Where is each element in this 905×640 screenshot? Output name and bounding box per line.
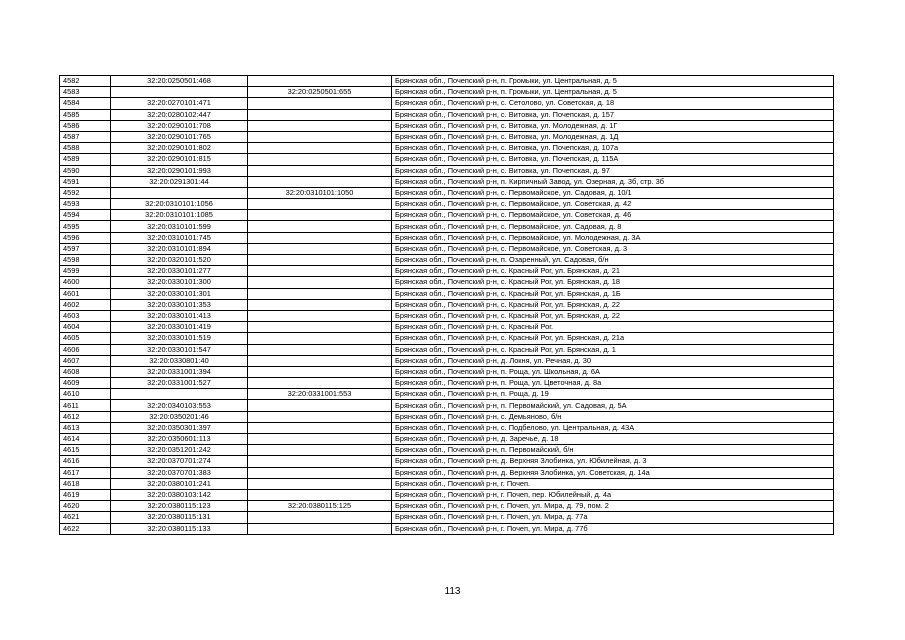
- row-number-cell: 4600: [60, 277, 111, 288]
- secondary-cadastral-number-cell: [248, 199, 392, 210]
- cadastral-number-cell: 32:20:0290101:815: [111, 154, 248, 165]
- cadastral-number-cell: 32:20:0330101:301: [111, 288, 248, 299]
- secondary-cadastral-number-cell: [248, 109, 392, 120]
- address-cell: Брянская обл., Почепский р-н, п. Роща, ул. Школьная, д. 6А: [392, 366, 834, 377]
- table-row: [60, 143, 834, 154]
- row-number-cell: 4621: [60, 512, 111, 523]
- address-cell: Брянская обл., Почепский р-н, с. Красный Рог, ул. Брянская, д. 18: [392, 277, 834, 288]
- secondary-cadastral-number-cell: [248, 76, 392, 87]
- address-cell: Брянская обл., Почепский р-н, с. Витовка, ул. Молодежная, д. 1Г: [392, 120, 834, 131]
- table-row: [60, 322, 834, 333]
- secondary-cadastral-number-cell: [248, 243, 392, 254]
- row-number-cell: 4583: [60, 87, 111, 98]
- address-cell: Брянская обл., Почепский р-н, п. Озаренный, ул. Садовая, б/н: [392, 255, 834, 266]
- row-number-cell: 4607: [60, 355, 111, 366]
- cadastral-number-cell: 32:20:0330101:419: [111, 322, 248, 333]
- address-cell: Брянская обл., Почепский р-н, с. Демьяново, б/н: [392, 411, 834, 422]
- secondary-cadastral-number-cell: [248, 255, 392, 266]
- cadastral-number-cell: 32:20:0310101:1056: [111, 199, 248, 210]
- address-cell: Брянская обл., Почепский р-н, с. Подбелово, ул. Центральная, д. 43А: [392, 422, 834, 433]
- property-registry-table: [59, 75, 834, 535]
- secondary-cadastral-number-cell: [248, 299, 392, 310]
- address-cell: Брянская обл., Почепский р-н, с. Первомайское, ул. Садовая, д. 10/1: [392, 187, 834, 198]
- secondary-cadastral-number-cell: [248, 400, 392, 411]
- cadastral-number-cell: 32:20:0380101:241: [111, 478, 248, 489]
- row-number-cell: 4618: [60, 478, 111, 489]
- row-number-cell: 4599: [60, 266, 111, 277]
- cadastral-number-cell: 32:20:0290101:802: [111, 143, 248, 154]
- table-row: [60, 154, 834, 165]
- cadastral-number-cell: 32:20:0310101:894: [111, 243, 248, 254]
- table-row: [60, 87, 834, 98]
- row-number-cell: 4593: [60, 199, 111, 210]
- row-number-cell: 4609: [60, 378, 111, 389]
- cadastral-number-cell: 32:20:0350301:397: [111, 422, 248, 433]
- table-row: [60, 243, 834, 254]
- address-cell: Брянская обл., Почепский р-н, г. Почеп, ул. Мира, д. 77а: [392, 512, 834, 523]
- address-cell: Брянская обл., Почепский р-н, с. Первомайское, ул. Советская, д. 42: [392, 199, 834, 210]
- table-row: [60, 199, 834, 210]
- secondary-cadastral-number-cell: [248, 322, 392, 333]
- cadastral-number-cell: 32:20:0380115:123: [111, 501, 248, 512]
- secondary-cadastral-number-cell: 32:20:0310101:1050: [248, 187, 392, 198]
- secondary-cadastral-number-cell: [248, 366, 392, 377]
- cadastral-number-cell: 32:20:0331001:527: [111, 378, 248, 389]
- table-row: [60, 523, 834, 534]
- cadastral-number-cell: 32:20:0310101:599: [111, 221, 248, 232]
- secondary-cadastral-number-cell: [248, 176, 392, 187]
- table-row: [60, 434, 834, 445]
- row-number-cell: 4611: [60, 400, 111, 411]
- secondary-cadastral-number-cell: [248, 434, 392, 445]
- table-row: [60, 277, 834, 288]
- row-number-cell: 4589: [60, 154, 111, 165]
- table-row: [60, 109, 834, 120]
- address-cell: Брянская обл., Почепский р-н, с. Красный Рог, ул. Брянская, д. 21а: [392, 333, 834, 344]
- page-number: 113: [444, 586, 461, 597]
- secondary-cadastral-number-cell: [248, 344, 392, 355]
- table-row: [60, 120, 834, 131]
- cadastral-number-cell: [111, 187, 248, 198]
- address-cell: Брянская обл., Почепский р-н, г. Почеп, ул. Мира, д. 77б: [392, 523, 834, 534]
- address-cell: Брянская обл., Почепский р-н, д. Верхняя Злобинка, ул. Юбилейная, д. 3: [392, 456, 834, 467]
- address-cell: Брянская обл., Почепский р-н, п. Первомайский, ул. Садовая, д. 5А: [392, 400, 834, 411]
- secondary-cadastral-number-cell: [248, 310, 392, 321]
- address-cell: Брянская обл., Почепский р-н, с. Первомайское, ул. Советская, д. 3: [392, 243, 834, 254]
- cadastral-number-cell: 32:20:0290101:765: [111, 131, 248, 142]
- cadastral-number-cell: 32:20:0380103:142: [111, 489, 248, 500]
- secondary-cadastral-number-cell: [248, 232, 392, 243]
- address-cell: Брянская обл., Почепский р-н, с. Витовка, ул. Почепская, д. 115А: [392, 154, 834, 165]
- table-row: [60, 366, 834, 377]
- row-number-cell: 4585: [60, 109, 111, 120]
- cadastral-number-cell: 32:20:0331001:394: [111, 366, 248, 377]
- address-cell: Брянская обл., Почепский р-н, с. Витовка, ул. Молодежная, д. 1Д: [392, 131, 834, 142]
- cadastral-number-cell: 32:20:0330101:300: [111, 277, 248, 288]
- table-row: [60, 344, 834, 355]
- secondary-cadastral-number-cell: [248, 478, 392, 489]
- secondary-cadastral-number-cell: [248, 512, 392, 523]
- row-number-cell: 4595: [60, 221, 111, 232]
- address-cell: Брянская обл., Почепский р-н, г. Почеп.: [392, 478, 834, 489]
- secondary-cadastral-number-cell: 32:20:0250501:655: [248, 87, 392, 98]
- secondary-cadastral-number-cell: [248, 131, 392, 142]
- table-row: [60, 98, 834, 109]
- cadastral-number-cell: 32:20:0330101:547: [111, 344, 248, 355]
- row-number-cell: 4615: [60, 445, 111, 456]
- table-row: [60, 456, 834, 467]
- row-number-cell: 4591: [60, 176, 111, 187]
- row-number-cell: 4598: [60, 255, 111, 266]
- table-row: [60, 310, 834, 321]
- address-cell: Брянская обл., Почепский р-н, с. Красный Рог, ул. Брянская, д. 21: [392, 266, 834, 277]
- cadastral-number-cell: 32:20:0291301:44: [111, 176, 248, 187]
- cadastral-number-cell: 32:20:0330101:413: [111, 310, 248, 321]
- table-row: [60, 221, 834, 232]
- row-number-cell: 4586: [60, 120, 111, 131]
- row-number-cell: 4587: [60, 131, 111, 142]
- address-cell: Брянская обл., Почепский р-н, п. Громыки, ул. Центральная, д. 5: [392, 87, 834, 98]
- cadastral-number-cell: 32:20:0290101:993: [111, 165, 248, 176]
- table-row: [60, 165, 834, 176]
- table-row: [60, 299, 834, 310]
- row-number-cell: 4606: [60, 344, 111, 355]
- row-number-cell: 4582: [60, 76, 111, 87]
- cadastral-number-cell: 32:20:0310101:1085: [111, 210, 248, 221]
- secondary-cadastral-number-cell: [248, 210, 392, 221]
- address-cell: Брянская обл., Почепский р-н, с. Первомайское, ул. Советская, д. 46: [392, 210, 834, 221]
- address-cell: Брянская обл., Почепский р-н, с. Первомайское, ул. Садовая, д. 8: [392, 221, 834, 232]
- row-number-cell: 4610: [60, 389, 111, 400]
- address-cell: Брянская обл., Почепский р-н, п. Роща, д. 19: [392, 389, 834, 400]
- secondary-cadastral-number-cell: 32:20:0331001:553: [248, 389, 392, 400]
- address-cell: Брянская обл., Почепский р-н, с. Красный Рог, ул. Брянская, д. 1Б: [392, 288, 834, 299]
- secondary-cadastral-number-cell: [248, 143, 392, 154]
- address-cell: Брянская обл., Почепский р-н, с. Красный Рог.: [392, 322, 834, 333]
- cadastral-number-cell: 32:20:0330801:40: [111, 355, 248, 366]
- cadastral-number-cell: 32:20:0280102:447: [111, 109, 248, 120]
- cadastral-number-cell: 32:20:0350201:46: [111, 411, 248, 422]
- address-cell: Брянская обл., Почепский р-н, д. Заречье, д. 18: [392, 434, 834, 445]
- cadastral-number-cell: 32:20:0380115:131: [111, 512, 248, 523]
- table-row: [60, 512, 834, 523]
- secondary-cadastral-number-cell: [248, 489, 392, 500]
- row-number-cell: 4619: [60, 489, 111, 500]
- secondary-cadastral-number-cell: [248, 165, 392, 176]
- cadastral-number-cell: 32:20:0350601:113: [111, 434, 248, 445]
- address-cell: Брянская обл., Почепский р-н, с. Красный Рог, ул. Брянская, д. 22: [392, 299, 834, 310]
- row-number-cell: 4612: [60, 411, 111, 422]
- secondary-cadastral-number-cell: [248, 154, 392, 165]
- secondary-cadastral-number-cell: [248, 456, 392, 467]
- cadastral-number-cell: 32:20:0340103:553: [111, 400, 248, 411]
- row-number-cell: 4622: [60, 523, 111, 534]
- row-number-cell: 4590: [60, 165, 111, 176]
- table-row: [60, 411, 834, 422]
- row-number-cell: 4601: [60, 288, 111, 299]
- row-number-cell: 4592: [60, 187, 111, 198]
- cadastral-number-cell: 32:20:0320101:520: [111, 255, 248, 266]
- cadastral-number-cell: 32:20:0370701:383: [111, 467, 248, 478]
- secondary-cadastral-number-cell: [248, 523, 392, 534]
- row-number-cell: 4616: [60, 456, 111, 467]
- row-number-cell: 4594: [60, 210, 111, 221]
- cadastral-number-cell: 32:20:0330101:277: [111, 266, 248, 277]
- table-row: [60, 176, 834, 187]
- address-cell: Брянская обл., Почепский р-н, с. Красный Рог, ул. Брянская, д. 1: [392, 344, 834, 355]
- cadastral-number-cell: 32:20:0250501:468: [111, 76, 248, 87]
- table-row: [60, 400, 834, 411]
- table-row: [60, 232, 834, 243]
- secondary-cadastral-number-cell: [248, 266, 392, 277]
- row-number-cell: 4604: [60, 322, 111, 333]
- row-number-cell: 4596: [60, 232, 111, 243]
- cadastral-number-cell: [111, 389, 248, 400]
- cadastral-number-cell: 32:20:0310101:745: [111, 232, 248, 243]
- table-row: [60, 445, 834, 456]
- address-cell: Брянская обл., Почепский р-н, п. Громыки, ул. Центральная, д. 5: [392, 76, 834, 87]
- secondary-cadastral-number-cell: [248, 277, 392, 288]
- row-number-cell: 4613: [60, 422, 111, 433]
- address-cell: Брянская обл., Почепский р-н, с. Красный Рог, ул. Брянская, д. 22: [392, 310, 834, 321]
- table-row: [60, 501, 834, 512]
- row-number-cell: 4620: [60, 501, 111, 512]
- address-cell: Брянская обл., Почепский р-н, с. Витовка, ул. Почепская, д. 97: [392, 165, 834, 176]
- secondary-cadastral-number-cell: [248, 333, 392, 344]
- address-cell: Брянская обл., Почепский р-н, с. Первомайское, ул. Молодежная, д. 3А: [392, 232, 834, 243]
- table-row: [60, 187, 834, 198]
- row-number-cell: 4614: [60, 434, 111, 445]
- secondary-cadastral-number-cell: [248, 467, 392, 478]
- secondary-cadastral-number-cell: [248, 98, 392, 109]
- table-row: [60, 489, 834, 500]
- table-row: [60, 210, 834, 221]
- table-row: [60, 467, 834, 478]
- secondary-cadastral-number-cell: [248, 288, 392, 299]
- address-cell: Брянская обл., Почепский р-н, г. Почеп, ул. Мира, д. 79, пом. 2: [392, 501, 834, 512]
- address-cell: Брянская обл., Почепский р-н, с. Витовка, ул. Почепская, д. 157: [392, 109, 834, 120]
- row-number-cell: 4602: [60, 299, 111, 310]
- table-row: [60, 333, 834, 344]
- table-body: [60, 76, 834, 535]
- secondary-cadastral-number-cell: [248, 411, 392, 422]
- address-cell: Брянская обл., Почепский р-н, с. Сетолово, ул. Советская, д. 18: [392, 98, 834, 109]
- cadastral-number-cell: 32:20:0380115:133: [111, 523, 248, 534]
- row-number-cell: 4584: [60, 98, 111, 109]
- table-row: [60, 76, 834, 87]
- secondary-cadastral-number-cell: [248, 120, 392, 131]
- address-cell: Брянская обл., Почепский р-н, д. Верхняя Злобинка, ул. Советская, д. 14а: [392, 467, 834, 478]
- address-cell: Брянская обл., Почепский р-н, д. Локня, ул. Речная, д. 30: [392, 355, 834, 366]
- table-row: [60, 288, 834, 299]
- row-number-cell: 4617: [60, 467, 111, 478]
- row-number-cell: 4597: [60, 243, 111, 254]
- secondary-cadastral-number-cell: 32:20:0380115:125: [248, 501, 392, 512]
- address-cell: Брянская обл., Почепский р-н, п. Первомайский, б/н: [392, 445, 834, 456]
- secondary-cadastral-number-cell: [248, 422, 392, 433]
- cadastral-number-cell: 32:20:0370701:274: [111, 456, 248, 467]
- table-row: [60, 378, 834, 389]
- cadastral-number-cell: 32:20:0351201:242: [111, 445, 248, 456]
- cadastral-number-cell: 32:20:0330101:353: [111, 299, 248, 310]
- table-row: [60, 422, 834, 433]
- table-row: [60, 131, 834, 142]
- row-number-cell: 4588: [60, 143, 111, 154]
- secondary-cadastral-number-cell: [248, 355, 392, 366]
- cadastral-number-cell: 32:20:0270101:471: [111, 98, 248, 109]
- row-number-cell: 4603: [60, 310, 111, 321]
- secondary-cadastral-number-cell: [248, 378, 392, 389]
- address-cell: Брянская обл., Почепский р-н, п. Роща, ул. Цветочная, д. 8а: [392, 378, 834, 389]
- cadastral-number-cell: 32:20:0330101:519: [111, 333, 248, 344]
- secondary-cadastral-number-cell: [248, 221, 392, 232]
- row-number-cell: 4605: [60, 333, 111, 344]
- row-number-cell: 4608: [60, 366, 111, 377]
- secondary-cadastral-number-cell: [248, 445, 392, 456]
- table-row: [60, 255, 834, 266]
- table-row: [60, 266, 834, 277]
- address-cell: Брянская обл., Почепский р-н, с. Витовка, ул. Почепская, д. 107а: [392, 143, 834, 154]
- address-cell: Брянская обл., Почепский р-н, п. Кирпичный Завод, ул. Озерная, д. 3б, стр. 3б: [392, 176, 834, 187]
- table-row: [60, 389, 834, 400]
- table-row: [60, 355, 834, 366]
- address-cell: Брянская обл., Почепский р-н, г. Почеп, пер. Юбилейный, д. 4а: [392, 489, 834, 500]
- cadastral-number-cell: 32:20:0290101:708: [111, 120, 248, 131]
- cadastral-number-cell: [111, 87, 248, 98]
- table-row: [60, 478, 834, 489]
